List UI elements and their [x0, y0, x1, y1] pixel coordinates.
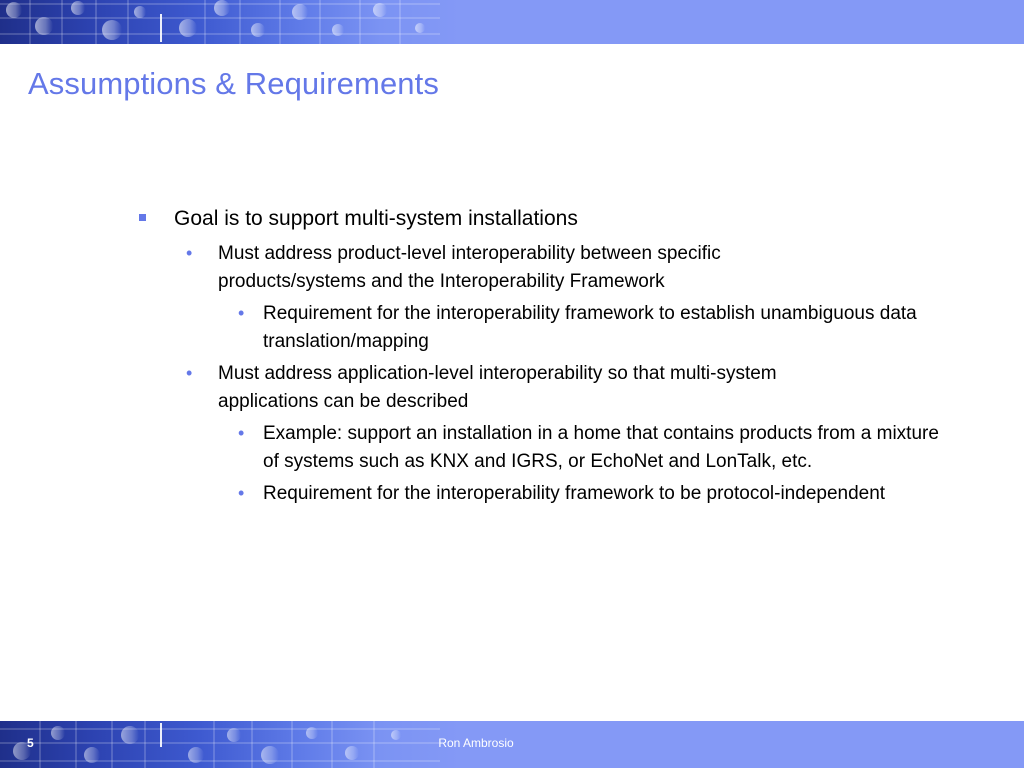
dot-bullet-icon: •: [238, 423, 245, 443]
bullet-level-2: [174, 360, 858, 415]
slide-title: Assumptions & Requirements: [28, 66, 439, 101]
bullet-text: Goal is to support multi-system installations: [174, 207, 578, 230]
dot-bullet-icon: •: [238, 483, 245, 503]
bullet-text: Example: support an installation in a home that contains products from a mixture of systems such as KNX and IGRS, or EchoNet and LonTalk, etc.: [263, 423, 939, 472]
bullet-list: [134, 204, 939, 513]
bullet-level-3: [218, 480, 943, 508]
bullet-level-1: [134, 204, 934, 234]
dot-bullet-icon: •: [186, 363, 193, 383]
page-number: 5: [27, 736, 34, 750]
square-bullet-icon: [139, 214, 146, 221]
dot-bullet-icon: •: [186, 243, 193, 263]
bullet-level-2: [174, 240, 858, 295]
bullet-text: Must address application-level interoperability so that multi-system applications can be described: [218, 363, 777, 412]
header-divider-line: [160, 14, 162, 42]
bullet-level-3: [218, 300, 943, 355]
header-banner: [0, 0, 1024, 44]
bullet-text: Requirement for the interoperability framework to be protocol-independent: [263, 483, 886, 504]
bullet-text: Must address product-level interoperability between specific products/systems and the Interoperability Framework: [218, 243, 721, 292]
bullet-level-3: [218, 420, 943, 475]
dot-bullet-icon: •: [238, 303, 245, 323]
circuit-pattern-decoration: [0, 0, 440, 44]
bullet-text: Requirement for the interoperability framework to establish unambiguous data translation/mapping: [263, 303, 917, 352]
footer-author: Ron Ambrosio: [438, 736, 514, 750]
